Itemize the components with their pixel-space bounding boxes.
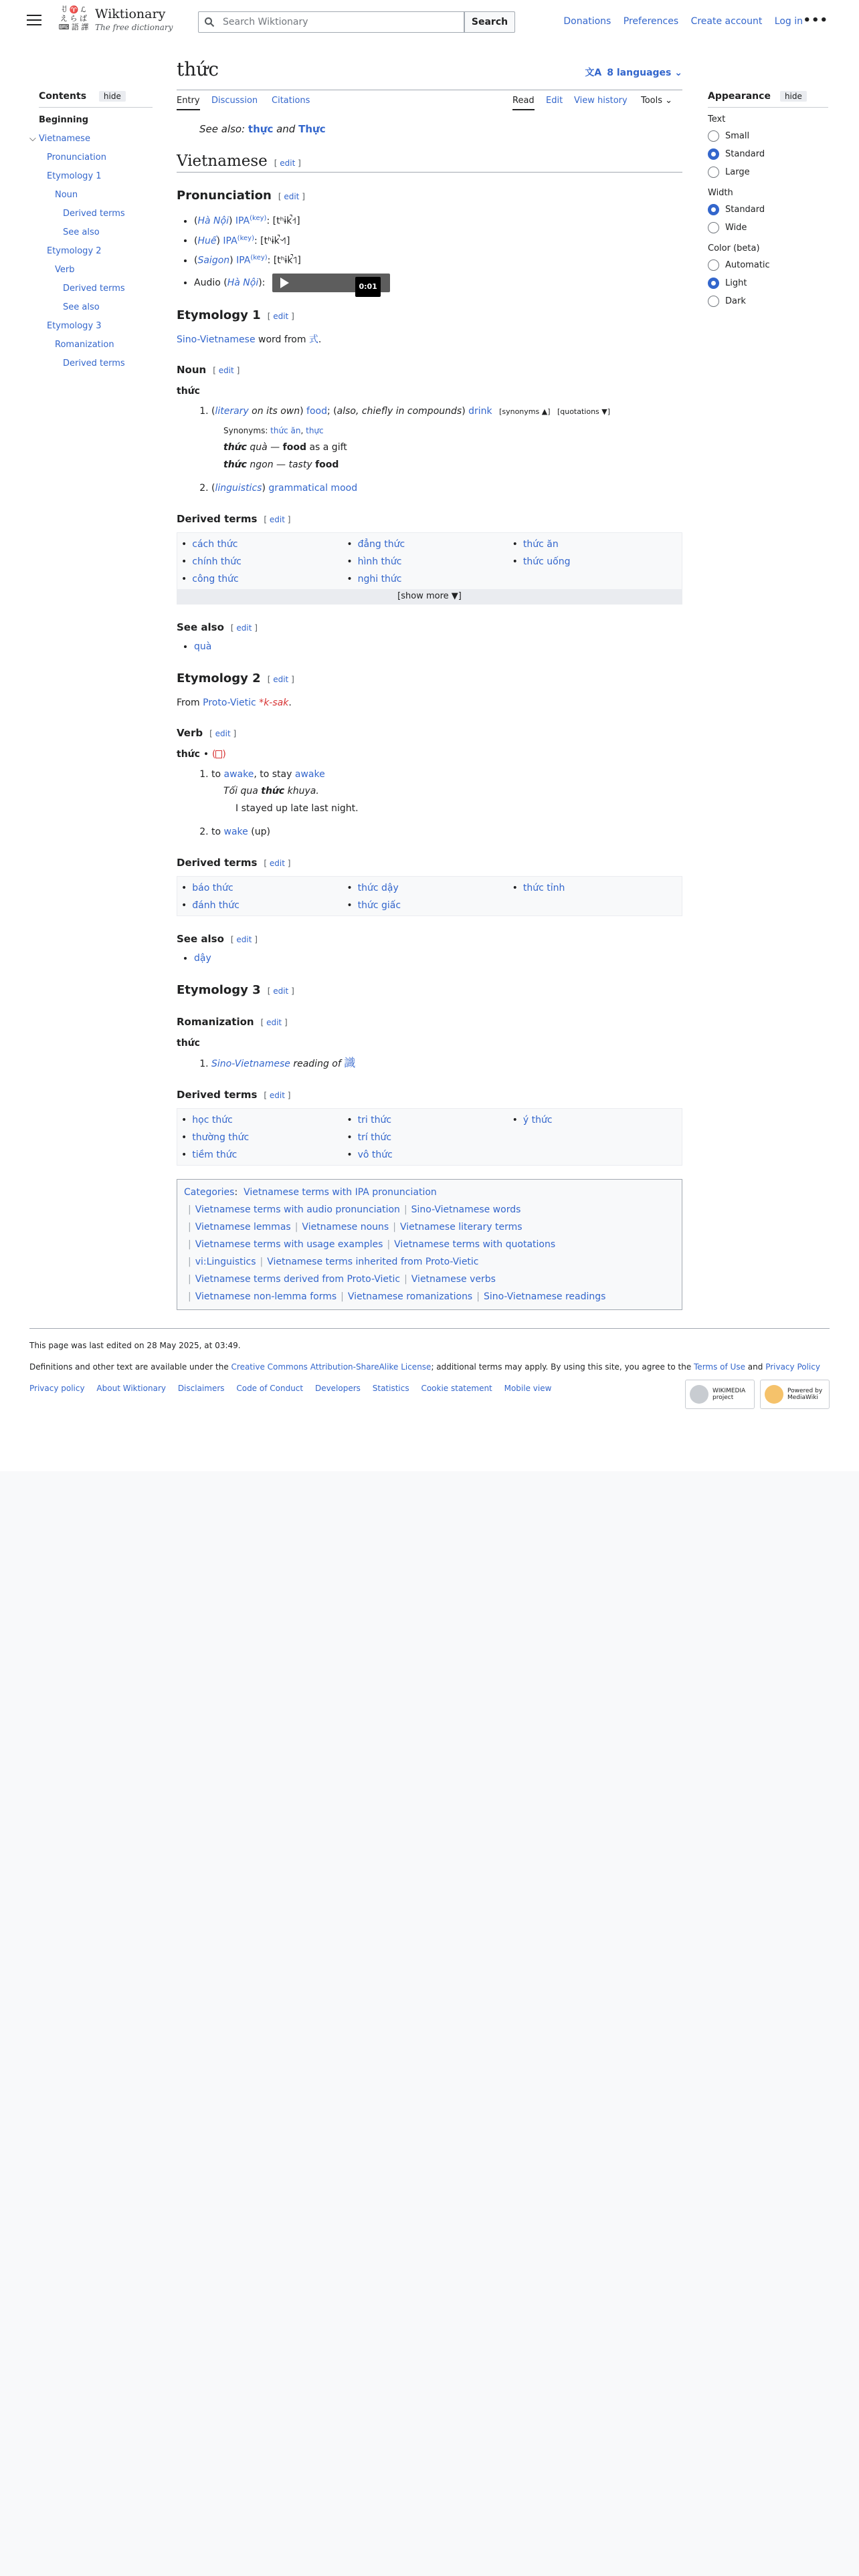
derived-term-link[interactable]: • ý thức	[512, 1111, 678, 1129]
derived-term-link[interactable]: • thức giấc	[347, 897, 512, 914]
derived-terms-columns	[177, 533, 682, 589]
see-also-link[interactable]: dậy	[194, 952, 211, 964]
edit-link[interactable]: edit	[273, 986, 289, 996]
heading-text: Noun	[177, 363, 207, 376]
create-account-link[interactable]: Create account	[690, 16, 763, 27]
footer-link[interactable]: Privacy policy	[29, 1384, 85, 1393]
radio-button-selected[interactable]	[708, 148, 719, 160]
gloss-link[interactable]: wake	[223, 826, 248, 837]
toc-item-etymology-3[interactable]: Etymology 3	[47, 321, 102, 331]
tab-view-history[interactable]: View history	[574, 96, 628, 106]
column	[347, 536, 512, 588]
gloss-text: , to stay	[254, 768, 295, 780]
derived-term-link[interactable]: • học thức	[181, 1111, 347, 1129]
categories-label-link[interactable]: Categories	[184, 1186, 235, 1198]
heading-text: Romanization	[177, 1015, 254, 1028]
label-link[interactable]: literary	[215, 405, 249, 417]
category-link[interactable]: Vietnamese terms inherited from Proto-Vietic	[267, 1256, 479, 1267]
translate-icon: 文A	[585, 68, 602, 78]
label-text: also, chiefly in compounds	[337, 405, 462, 417]
column	[347, 879, 512, 914]
preferences-link[interactable]: Preferences	[623, 16, 679, 27]
radio-color-automatic[interactable]	[708, 256, 828, 274]
see-also-list	[177, 950, 682, 967]
mediawiki-badge[interactable]	[760, 1380, 830, 1409]
proto-vietic-link[interactable]: Proto-Vietic	[203, 697, 256, 708]
chinese-char-link[interactable]: 識	[344, 1056, 356, 1070]
heading-see-also: See also [ edit ]	[177, 621, 258, 633]
chinese-char-link[interactable]: 式	[308, 334, 318, 345]
reconstruction-link[interactable]: *k-sak	[259, 697, 289, 708]
gloss-link[interactable]: awake	[294, 768, 325, 780]
see-also-link[interactable]: thực	[248, 123, 274, 135]
derived-term-link[interactable]: • trí thức	[347, 1129, 512, 1146]
place-link[interactable]: Huế	[197, 235, 217, 247]
logo-line: え ら ば	[60, 14, 87, 23]
title-row	[177, 58, 682, 87]
radio-width-wide[interactable]	[708, 219, 828, 237]
derived-term-link[interactable]: • báo thức	[181, 879, 347, 897]
edit-link[interactable]: edit	[269, 858, 285, 868]
derived-term-link[interactable]: • đánh thức	[181, 897, 347, 914]
table-of-contents	[29, 91, 153, 377]
license-middle: ; additional terms may apply. By using this site, you agree to the	[431, 1362, 694, 1372]
user-links	[554, 16, 803, 27]
edit-link[interactable]: edit	[269, 1090, 285, 1100]
definition-list	[177, 1055, 682, 1072]
heading-text: See also	[177, 621, 224, 633]
donations-link[interactable]: Donations	[563, 16, 611, 27]
ipa-key-link[interactable]: (key)	[250, 215, 267, 222]
tab-entry[interactable]: Entry	[177, 96, 200, 110]
license-prefix: Definitions and other text are available under the	[29, 1362, 231, 1372]
ipa-value: : [tʰɨk̚˦˥]	[267, 255, 301, 266]
column	[512, 536, 678, 588]
gloss-link[interactable]: awake	[223, 768, 254, 780]
gloss-sep: ; (	[326, 405, 337, 417]
see-also-list	[177, 638, 682, 655]
definition	[211, 824, 682, 840]
sino-vietnamese-link[interactable]: Sino-Vietnamese	[211, 1058, 290, 1069]
wikimedia-badge[interactable]	[685, 1380, 755, 1409]
wiktionary-logo[interactable]	[55, 5, 92, 39]
derived-term-link[interactable]: • đẳng thức	[347, 536, 512, 553]
category-link[interactable]: Vietnamese non-lemma forms	[195, 1291, 337, 1302]
column	[181, 1111, 347, 1164]
search-button[interactable]: Search	[464, 11, 515, 33]
derived-terms-columns	[177, 1109, 682, 1165]
label-text: on its own	[248, 405, 300, 417]
category-link[interactable]: Vietnamese terms derived from Proto-Vietic	[195, 1273, 401, 1285]
radio-label: Light	[725, 278, 747, 288]
usage-example	[223, 439, 682, 456]
gloss-link[interactable]: grammatical mood	[268, 482, 358, 494]
ety-end: .	[288, 697, 292, 708]
example-bold: food	[282, 441, 306, 453]
radio-label: Dark	[725, 296, 746, 306]
chevron-down-icon: ⌄	[674, 68, 682, 78]
derived-terms-box	[177, 532, 682, 605]
category-link[interactable]: Vietnamese terms with usage examples	[195, 1239, 383, 1250]
license-text	[29, 1362, 830, 1372]
footer-link[interactable]: Disclaimers	[177, 1384, 225, 1393]
audio-duration: 0:01	[355, 277, 380, 297]
categories-box: Categories: Vietnamese terms with IPA pronunciation | Vietnamese terms with audio pronunciation | Sino-Vietnamese words | Vietnamese lemmas | Vietnamese nouns | Vietnamese literary terms | Vietnamese terms with usage examples | Vietnamese terms with quotations | vi:Linguistics | Vietnamese terms inherited from Proto-Vietic | Vietnamese terms derived from Proto-Vietic | Vietnamese verbs | Vietnamese non-lemma forms | Vietnamese romanizations | Sino-Vietnamese readings	[177, 1179, 682, 1310]
derived-terms-box	[177, 876, 682, 916]
tools-label: Tools	[641, 96, 663, 106]
derived-term-link[interactable]: • công thức	[181, 570, 347, 588]
radio-label: Standard	[725, 149, 765, 159]
edit-link[interactable]: edit	[269, 514, 285, 524]
headword: thức	[177, 385, 200, 397]
example-text: Tối qua	[223, 785, 262, 796]
toc-item-romanization[interactable]: Romanization	[55, 340, 114, 350]
toc-item-etymology-1[interactable]: Etymology 1	[47, 171, 102, 181]
derived-term-link[interactable]: • hình thức	[347, 553, 512, 570]
radio-button[interactable]	[708, 130, 719, 142]
definition: 2. (linguistics) grammatical mood	[211, 480, 682, 496]
column	[512, 879, 678, 914]
play-icon[interactable]	[280, 278, 289, 288]
search-input[interactable]	[221, 15, 456, 29]
audio-suffix: ):	[258, 277, 266, 288]
toc-item-see-also[interactable]: See also	[63, 227, 100, 237]
see-also-link[interactable]: Thực	[298, 123, 326, 135]
heading-etymology-1: Etymology 1 [ edit ]	[177, 308, 294, 322]
example-bold: food	[315, 459, 339, 470]
toc-item-derived-terms[interactable]: Derived terms	[63, 209, 125, 219]
edit-link[interactable]: edit	[280, 158, 296, 168]
footer-link[interactable]: Code of Conduct	[236, 1384, 304, 1393]
place-link[interactable]: Hà Nội	[227, 277, 259, 288]
column	[181, 536, 347, 588]
appearance-title: Appearance	[708, 91, 771, 102]
column	[347, 1111, 512, 1164]
derived-term-link[interactable]: • tri thức	[347, 1111, 512, 1129]
divider	[39, 107, 153, 108]
toc-title: Contents	[39, 91, 87, 102]
toc-item-noun[interactable]: Noun	[55, 190, 78, 200]
category-link[interactable]: Sino-Vietnamese readings	[483, 1291, 606, 1302]
category-link[interactable]: Vietnamese verbs	[411, 1273, 496, 1285]
gloss-link[interactable]: food	[306, 405, 327, 417]
page-title: thức	[177, 58, 219, 80]
radio-label: Wide	[725, 223, 747, 233]
radio-button[interactable]	[708, 259, 719, 271]
column	[512, 1111, 678, 1164]
ipa-key-link[interactable]: (key)	[237, 234, 254, 242]
edit-link[interactable]: edit	[236, 934, 252, 944]
derived-term-link[interactable]: • thường thức	[181, 1129, 347, 1146]
category-link[interactable]: Vietnamese lemmas	[195, 1221, 291, 1232]
privacy-policy-link[interactable]: Privacy Policy	[765, 1362, 820, 1372]
tab-read[interactable]: Read	[512, 96, 535, 110]
headword: thức • ( )	[177, 748, 226, 760]
logo-line: ꀀ ♈ ℒ	[61, 5, 86, 14]
list-item	[194, 638, 682, 655]
edit-link[interactable]: edit	[236, 623, 252, 633]
heading-text: Pronunciation	[177, 189, 272, 203]
ety-end: .	[318, 334, 322, 345]
example-headword: thức	[223, 441, 247, 453]
example-text: ngon — tasty	[246, 459, 316, 470]
language-count: 8 languages	[607, 68, 672, 78]
derived-term-link[interactable]: • thức tỉnh	[512, 879, 678, 897]
divider	[708, 107, 828, 108]
radio-button[interactable]	[708, 296, 719, 307]
heading-text: Etymology 1	[177, 308, 261, 322]
heading-noun: Noun [ edit ]	[177, 363, 240, 376]
definition	[211, 766, 682, 817]
sino-vietnamese-link[interactable]: Sino-Vietnamese	[177, 334, 256, 345]
ety-text: word from	[255, 334, 309, 345]
footer-link[interactable]: Mobile view	[504, 1384, 552, 1393]
derived-term-link[interactable]: • chính thức	[181, 553, 347, 570]
ipa-link[interactable]: IPA	[236, 255, 251, 266]
mediawiki-logo-icon	[765, 1385, 783, 1404]
derived-term-link[interactable]: • thức uống	[512, 553, 678, 570]
column	[181, 879, 347, 914]
heading-pronunciation: Pronunciation [ edit ]	[177, 189, 305, 203]
audio-player[interactable]	[272, 274, 390, 292]
gloss-text: (up)	[248, 826, 270, 837]
heading-see-also: See also [ edit ]	[177, 932, 258, 945]
heading-derived-terms: Derived terms [ edit ]	[177, 1088, 291, 1101]
terms-of-use-link[interactable]: Terms of Use	[694, 1362, 745, 1372]
radio-color-light[interactable]	[708, 274, 828, 292]
radio-text-large[interactable]	[708, 163, 828, 181]
radio-button-selected[interactable]	[708, 204, 719, 215]
radio-text-small[interactable]	[708, 127, 828, 145]
derived-term-link[interactable]: • thức dậy	[347, 879, 512, 897]
main-content	[177, 58, 682, 1310]
heading-text: Verb	[177, 726, 203, 739]
page-footer	[29, 1328, 830, 1401]
tools-menu[interactable]	[641, 96, 672, 106]
site-header	[0, 0, 859, 44]
headword-text: thức	[177, 748, 200, 760]
site-name: Wiktionary	[95, 7, 166, 21]
edit-link[interactable]: edit	[218, 365, 234, 375]
radio-label: Standard	[725, 205, 765, 215]
ipa-link[interactable]: IPA	[223, 235, 237, 247]
toc-item-etymology-2[interactable]: Etymology 2	[47, 246, 102, 256]
more-options-icon[interactable]: •••	[803, 13, 828, 27]
audio-label: Audio (	[194, 277, 227, 288]
derived-term-link[interactable]: • thức ăn	[512, 536, 678, 553]
heading-text: Derived terms	[177, 856, 258, 869]
site-tagline: The free dictionary	[95, 23, 173, 32]
synonyms-toggle[interactable]: [synonyms ▲]	[499, 407, 551, 416]
definition: 1. (literary on its own) food; (also, chiefly in compounds) drink [synonyms ▲] [quotations ▼] Synonyms: thức ăn, thực thức quà — food as a gift thức ngon — tasty food	[211, 403, 682, 473]
heading-text: Derived terms	[177, 512, 258, 525]
place-link[interactable]: Saigon	[197, 255, 230, 266]
tab-discussion[interactable]: Discussion	[211, 96, 258, 106]
headword: thức	[177, 1037, 200, 1049]
definition-list	[177, 766, 682, 840]
radio-label: Small	[725, 131, 750, 141]
edit-link[interactable]: edit	[266, 1017, 282, 1027]
tab-citations[interactable]: Citations	[272, 96, 310, 106]
derived-term-link[interactable]: • nghi thức	[347, 570, 512, 588]
category-link[interactable]: Vietnamese terms with quotations	[394, 1239, 556, 1250]
toc-item-beginning[interactable]: Beginning	[39, 115, 89, 125]
toc-item-label: Vietnamese	[39, 134, 90, 144]
place-link[interactable]: Hà Nội	[197, 215, 229, 227]
heading-text: See also	[177, 932, 224, 945]
page-tabs	[177, 90, 682, 112]
ipa-key-link[interactable]: (key)	[250, 254, 268, 262]
derived-terms-columns	[177, 877, 682, 916]
definition	[211, 1055, 682, 1072]
toc-heading	[39, 91, 153, 102]
quotations-toggle[interactable]: [quotations ▼]	[557, 407, 611, 416]
radio-color-dark[interactable]	[708, 292, 828, 310]
hatnote-prefix: See also:	[199, 123, 248, 135]
category-link[interactable]: Vietnamese literary terms	[399, 1221, 522, 1232]
pronunciation-list	[177, 210, 682, 292]
heading-text: Vietnamese	[177, 152, 268, 170]
example-text: khuya.	[284, 785, 319, 796]
log-in-link[interactable]: Log in	[774, 16, 803, 27]
edit-link[interactable]: edit	[273, 674, 289, 684]
synonym-link[interactable]: thức ăn	[270, 425, 301, 435]
gloss-text: to	[211, 826, 224, 837]
derived-term-link[interactable]: • vô thức	[347, 1146, 512, 1164]
heading-text: Etymology 3	[177, 982, 261, 997]
footer-link[interactable]: Statistics	[372, 1384, 409, 1393]
badge-text: WIKIMEDIA project	[712, 1388, 746, 1401]
language-button[interactable]	[585, 66, 682, 79]
category-link[interactable]: Vietnamese nouns	[302, 1221, 389, 1232]
category-link[interactable]: vi:Linguistics	[195, 1256, 256, 1267]
width-label: Width	[708, 188, 733, 198]
appearance-hide-button[interactable]: hide	[780, 91, 807, 102]
list-item	[194, 274, 682, 292]
label-link[interactable]: linguistics	[215, 482, 262, 494]
list-item	[194, 950, 682, 967]
appearance-panel	[708, 91, 828, 310]
heading-derived-terms: Derived terms [ edit ]	[177, 512, 291, 525]
edit-link[interactable]: edit	[273, 311, 289, 321]
main-menu-icon[interactable]	[27, 15, 41, 27]
footer-link[interactable]: Cookie statement	[421, 1384, 492, 1393]
toc-item-pronunciation[interactable]: Pronunciation	[47, 152, 106, 163]
text-size-label: Text	[708, 114, 726, 124]
chevron-down-icon: ⌄	[665, 96, 673, 106]
list-item: • (Huế) $IPA^{(key)}$: [tʰɨk̚˦˧˥]	[194, 230, 682, 250]
etymology-text	[177, 332, 682, 347]
hatnote-and: and	[273, 123, 299, 135]
radio-button-selected[interactable]	[708, 278, 719, 289]
appearance-heading	[708, 91, 828, 102]
heading-derived-terms: Derived terms [ edit ]	[177, 856, 291, 869]
gloss-link[interactable]: drink	[468, 405, 492, 417]
heading-verb: Verb [ edit ]	[177, 726, 237, 739]
heading-vietnamese: Vietnamese [ edit ]	[177, 150, 682, 173]
list-item: • (Saigon) $IPA^{(key)}$: [tʰɨk̚˦˥]	[194, 249, 682, 270]
logo-line: ⌨ 語 譯	[58, 23, 89, 31]
heading-text: Derived terms	[177, 1088, 258, 1101]
category-link[interactable]: Sino-Vietnamese words	[411, 1204, 521, 1215]
last-edited: This page was last edited on 28 May 2025, at 03:49.	[29, 1341, 241, 1350]
derived-term-link[interactable]: • cách thức	[181, 536, 347, 553]
category-link[interactable]: Vietnamese romanizations	[347, 1291, 473, 1302]
toc-item-derived-terms[interactable]: Derived terms	[63, 284, 125, 294]
toc-item-see-also[interactable]: See also	[63, 302, 100, 312]
usage-example	[223, 456, 682, 473]
toc-hide-button[interactable]: hide	[99, 91, 126, 102]
chevron-down-icon[interactable]: ⌵	[29, 134, 36, 144]
badge-text: Powered by MediaWiki	[787, 1388, 823, 1401]
see-also-hatnote	[199, 123, 682, 135]
search-box	[198, 11, 464, 33]
ipa-value: : [tʰɨk̚˧˦]	[266, 215, 300, 227]
radio-button[interactable]	[708, 167, 719, 178]
toc-item-vietnamese[interactable]	[29, 133, 153, 152]
wikimedia-logo-icon	[690, 1385, 708, 1404]
color-label: Color (beta)	[708, 243, 760, 253]
ipa-value: : [tʰɨk̚˦˧˥]	[254, 235, 290, 247]
example-headword: thức	[261, 785, 285, 796]
radio-label: Large	[725, 167, 750, 177]
toc-item-verb[interactable]: Verb	[55, 265, 75, 275]
heading-etymology-3: Etymology 3 [ edit ]	[177, 982, 294, 997]
radio-text-standard[interactable]	[708, 145, 828, 163]
usage-example	[223, 782, 682, 800]
category-link[interactable]: Vietnamese terms with IPA pronunciation	[244, 1186, 437, 1198]
derived-term-link[interactable]: • tiềm thức	[181, 1146, 347, 1164]
heading-romanization: Romanization [ edit ]	[177, 1015, 288, 1028]
ety-text: From	[177, 697, 203, 708]
see-also-link[interactable]: quà	[194, 641, 212, 652]
example-text: as a gift	[306, 441, 347, 453]
edit-link[interactable]: edit	[284, 192, 300, 201]
toc-item-derived-terms[interactable]: Derived terms	[63, 358, 125, 368]
license-link[interactable]: Creative Commons Attribution-ShareAlike License	[231, 1362, 432, 1372]
example-text: quà —	[246, 441, 283, 453]
site-wordmark[interactable]	[95, 7, 173, 32]
example-headword: thức	[223, 459, 247, 470]
heading-etymology-2: Etymology 2 [ edit ]	[177, 671, 294, 685]
heading-text: Etymology 2	[177, 671, 261, 685]
etymology-text	[177, 695, 682, 710]
derived-terms-box	[177, 1108, 682, 1166]
definition-list	[177, 403, 682, 496]
gloss-text: reading of	[290, 1058, 345, 1069]
show-more-button[interactable]: [show more ▼]	[177, 589, 682, 604]
gloss-text: to	[211, 768, 224, 780]
han-char-icon[interactable]: ( )	[211, 748, 226, 760]
radio-width-standard[interactable]	[708, 201, 828, 219]
category-link[interactable]: Vietnamese terms with audio pronunciation	[195, 1204, 400, 1215]
radio-label: Automatic	[725, 260, 770, 270]
edit-link[interactable]: edit	[215, 728, 231, 738]
synonyms-line: Synonyms: thức ăn, thực	[223, 425, 324, 435]
example-translation: I stayed up late last night.	[235, 802, 359, 814]
radio-button[interactable]	[708, 222, 719, 233]
list-item: • (Hà Nội) $IPA^{(key)}$: [tʰɨk̚˧˦]	[194, 210, 682, 230]
synonym-link[interactable]: thực	[306, 425, 324, 435]
ipa-link[interactable]: IPA	[235, 215, 250, 227]
footer-link[interactable]: Developers	[314, 1384, 361, 1393]
license-and: and	[745, 1362, 766, 1372]
synonyms-label: Synonyms:	[223, 425, 271, 435]
footer-link[interactable]: About Wiktionary	[96, 1384, 166, 1393]
tab-edit[interactable]: Edit	[546, 96, 563, 106]
search-icon	[204, 17, 215, 27]
